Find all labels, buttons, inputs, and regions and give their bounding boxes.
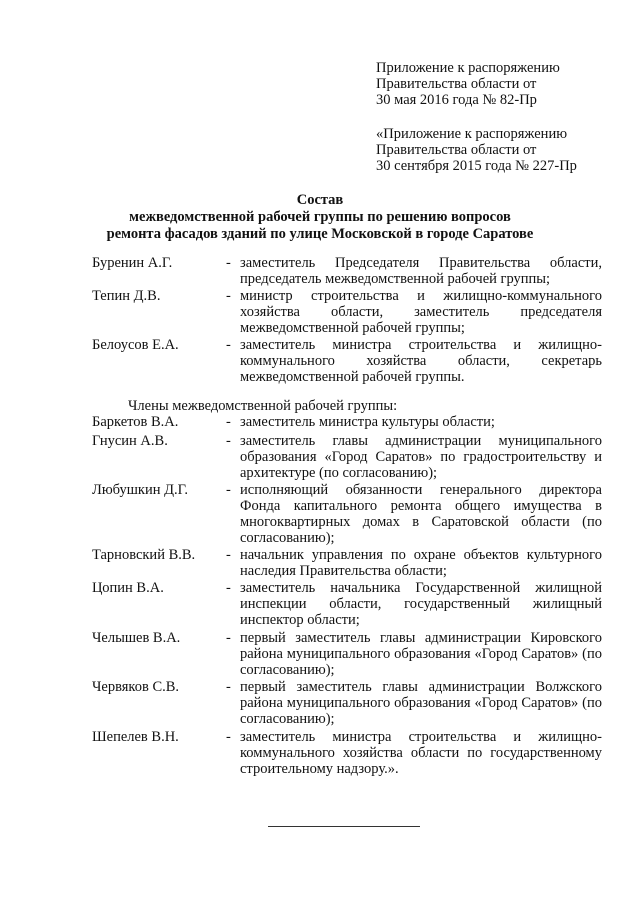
member-entry <box>92 547 602 579</box>
title-line: межведомственной рабочей группы по решению вопросов <box>129 209 511 225</box>
member-name: Буренин А.Г. <box>92 255 173 271</box>
annex-reference-original <box>376 126 626 174</box>
member-role: начальник управления по охране объектов культурного наследия Правительства области; <box>240 547 602 579</box>
dash-separator: - <box>226 482 231 498</box>
member-role: заместитель министра культуры области; <box>240 414 495 430</box>
closing-divider <box>268 826 420 827</box>
member-entry <box>92 630 602 678</box>
member-role: заместитель главы администрации муниципального образования «Город Саратов» по градостроительству и архитектуре (по согласованию); <box>240 433 602 481</box>
dash-separator: - <box>226 414 231 430</box>
dash-separator: - <box>226 580 231 596</box>
member-name: Тепин Д.В. <box>92 288 161 304</box>
title-line: Состав <box>296 192 344 208</box>
member-role: министр строительства и жилищно-коммунального хозяйства области, заместитель председателя межведомственной рабочей группы; <box>240 288 602 336</box>
member-name: Челышев В.А. <box>92 630 181 646</box>
dash-separator: - <box>226 255 231 271</box>
title-line: ремонта фасадов зданий по улице Московской в городе Саратове <box>106 226 534 242</box>
annex-reference-current <box>376 60 626 108</box>
member-entry <box>92 433 602 481</box>
dash-separator: - <box>226 288 231 304</box>
annex-line: «Приложение к распоряжению <box>376 126 568 142</box>
member-entry <box>92 288 602 336</box>
member-name: Гнусин А.В. <box>92 433 168 449</box>
annex-line: Приложение к распоряжению <box>376 60 560 76</box>
dash-separator: - <box>226 729 231 745</box>
members-section-label: Члены межведомственной рабочей группы: <box>128 398 398 414</box>
member-name: Цопин В.А. <box>92 580 164 596</box>
dash-separator: - <box>226 547 231 563</box>
member-entry <box>92 679 602 727</box>
annex-line: Правительства области от <box>376 142 537 158</box>
annex-line: 30 мая 2016 года № 82-Пр <box>376 92 537 108</box>
member-role: заместитель начальника Государственной жилищной инспекции области, государственный жилищный инспектор области; <box>240 580 602 628</box>
member-entry <box>92 414 602 430</box>
member-role: первый заместитель главы администрации Кировского района муниципального образования «Город Саратов» (по согласованию); <box>240 630 602 678</box>
member-role: исполняющий обязанности генерального директора Фонда капитального ремонта общего имущества в многоквартирных домах в Саратовской области (по согласованию); <box>240 482 602 546</box>
member-role: заместитель министра строительства и жилищно-коммунального хозяйства области, секретарь межведомственной рабочей группы. <box>240 337 602 385</box>
member-name: Тарновский В.В. <box>92 547 196 563</box>
annex-line: Правительства области от <box>376 76 537 92</box>
member-entry <box>92 729 602 777</box>
member-role: заместитель Председателя Правительства области, председатель межведомственной рабочей группы; <box>240 255 602 287</box>
dash-separator: - <box>226 630 231 646</box>
member-entry <box>92 337 602 385</box>
member-name: Червяков С.В. <box>92 679 180 695</box>
member-entry <box>92 255 602 287</box>
document-title <box>0 192 640 243</box>
dash-separator: - <box>226 433 231 449</box>
member-name: Любушкин Д.Г. <box>92 482 188 498</box>
annex-line: 30 сентября 2015 года № 227-Пр <box>376 158 577 174</box>
member-role: первый заместитель главы администрации Волжского района муниципального образования «Город Саратов» (по согласованию); <box>240 679 602 727</box>
member-name: Белоусов Е.А. <box>92 337 179 353</box>
member-role: заместитель министра строительства и жилищно-коммунального хозяйства области по государственному строительному надзору.». <box>240 729 602 777</box>
member-entry <box>92 482 602 546</box>
member-entry <box>92 580 602 628</box>
member-name: Баркетов В.А. <box>92 414 179 430</box>
dash-separator: - <box>226 337 231 353</box>
dash-separator: - <box>226 679 231 695</box>
member-name: Шепелев В.Н. <box>92 729 179 745</box>
